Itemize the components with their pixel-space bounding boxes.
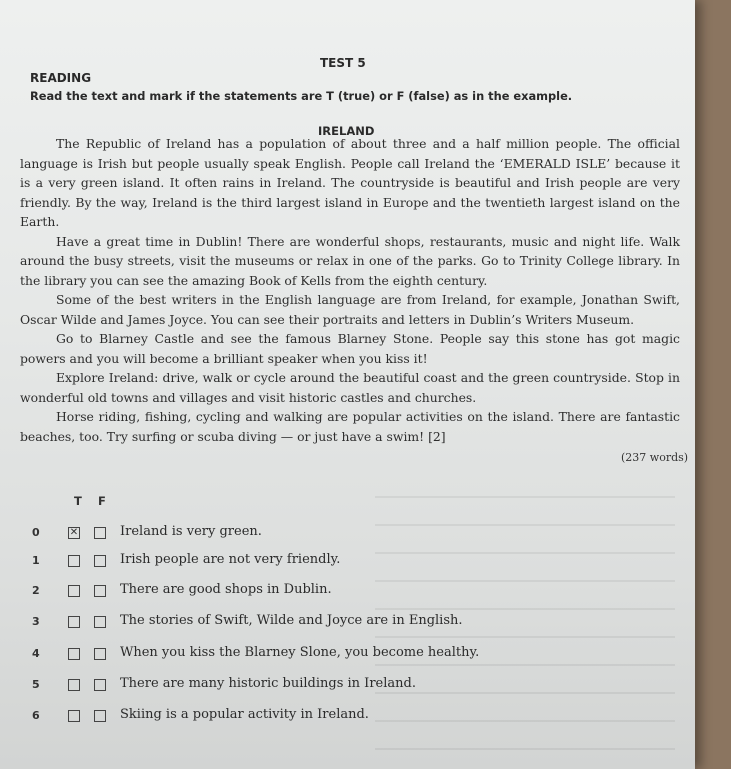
statement-row	[32, 707, 652, 729]
false-checkbox[interactable]	[94, 585, 106, 597]
true-checkbox[interactable]: ✕	[69, 527, 79, 538]
section-heading: READING	[30, 71, 92, 85]
statement-row	[32, 613, 652, 635]
false-checkbox[interactable]	[94, 679, 106, 691]
instruction-text: Read the text and mark if the statements are T (true) or F (false) as in the example.	[30, 89, 573, 103]
statement-number: 3	[32, 615, 40, 628]
false-checkbox[interactable]	[94, 710, 106, 722]
statement-row	[32, 552, 652, 574]
test-label: TEST 5	[320, 56, 366, 70]
true-checkbox[interactable]	[68, 555, 80, 567]
statement-number: 1	[32, 554, 40, 567]
true-checkbox[interactable]	[68, 679, 80, 691]
statement-number: 2	[32, 584, 40, 597]
false-checkbox[interactable]	[94, 555, 106, 567]
statement-number: 0	[32, 526, 40, 539]
word-count: (237 words)	[621, 451, 689, 464]
paragraph-dublin: Have a great time in Dublin! There are wonderful shops, restaurants, music and night life. Walk around the busy streets, visit the museums or relax in one of the parks. Go to Trinity College library. In the library you can see the amazing Book of Kells from the eighth century.	[20, 233, 680, 288]
paragraph-explore: Explore Ireland: drive, walk or cycle around the beautiful coast and the green countryside. Stop in wonderful old towns and villages and visit historic castles and churches.	[20, 370, 680, 405]
false-checkbox[interactable]	[94, 616, 106, 628]
article-body	[20, 134, 680, 446]
paragraph-population: The Republic of Ireland has a population of about three and a half million people. The official language is Irish but people usually speak English. People call Ireland the ‘EMERALD ISLE’ because it is a very green island. It often rains in Ireland. The countryside is beautiful and Irish people are very friendly. By the way, Ireland is the third largest island in Europe and the twentieth largest island on the Earth.	[20, 136, 680, 229]
statement-text: There are good shops in Dublin.	[120, 582, 332, 597]
true-checkbox[interactable]	[68, 710, 80, 722]
statement-text: Skiing is a popular activity in Ireland.	[120, 707, 369, 722]
statement-text: When you kiss the Blarney Slone, you become healthy.	[120, 645, 480, 660]
statement-number: 6	[32, 709, 40, 722]
true-checkbox[interactable]	[68, 648, 80, 660]
false-checkbox[interactable]	[94, 648, 106, 660]
statement-number: 4	[32, 647, 40, 660]
true-checkbox[interactable]	[68, 585, 80, 597]
statement-row	[32, 582, 652, 604]
statement-text: Ireland is very green.	[120, 524, 262, 539]
statement-number: 5	[32, 678, 40, 691]
article-title: IRELAND	[318, 124, 375, 138]
statement-row	[32, 524, 652, 546]
statement-text: There are many historic buildings in Ireland.	[120, 676, 416, 691]
true-checkbox[interactable]	[68, 616, 80, 628]
statement-row	[32, 645, 652, 667]
statement-text: The stories of Swift, Wilde and Joyce are in English.	[120, 613, 463, 628]
statement-row	[32, 676, 652, 698]
paragraph-blarney: Go to Blarney Castle and see the famous Blarney Stone. People say this stone has got magic powers and you will become a brilliant speaker when you kiss it!	[20, 331, 680, 366]
column-true-label: T	[74, 494, 82, 508]
false-checkbox[interactable]	[94, 527, 106, 539]
paragraph-writers: Some of the best writers in the English language are from Ireland, for example, Jonathan Swift, Oscar Wilde and James Joyce. You can see their portraits and letters in Dublin’s Writers Museum.	[20, 292, 680, 327]
column-false-label: F	[98, 494, 106, 508]
paragraph-activities: Horse riding, fishing, cycling and walking are popular activities on the island. There are fantastic beaches, too. Try surfing or scuba diving — or just have a swim! [2]	[20, 409, 680, 444]
statement-text: Irish people are not very friendly.	[120, 552, 341, 567]
